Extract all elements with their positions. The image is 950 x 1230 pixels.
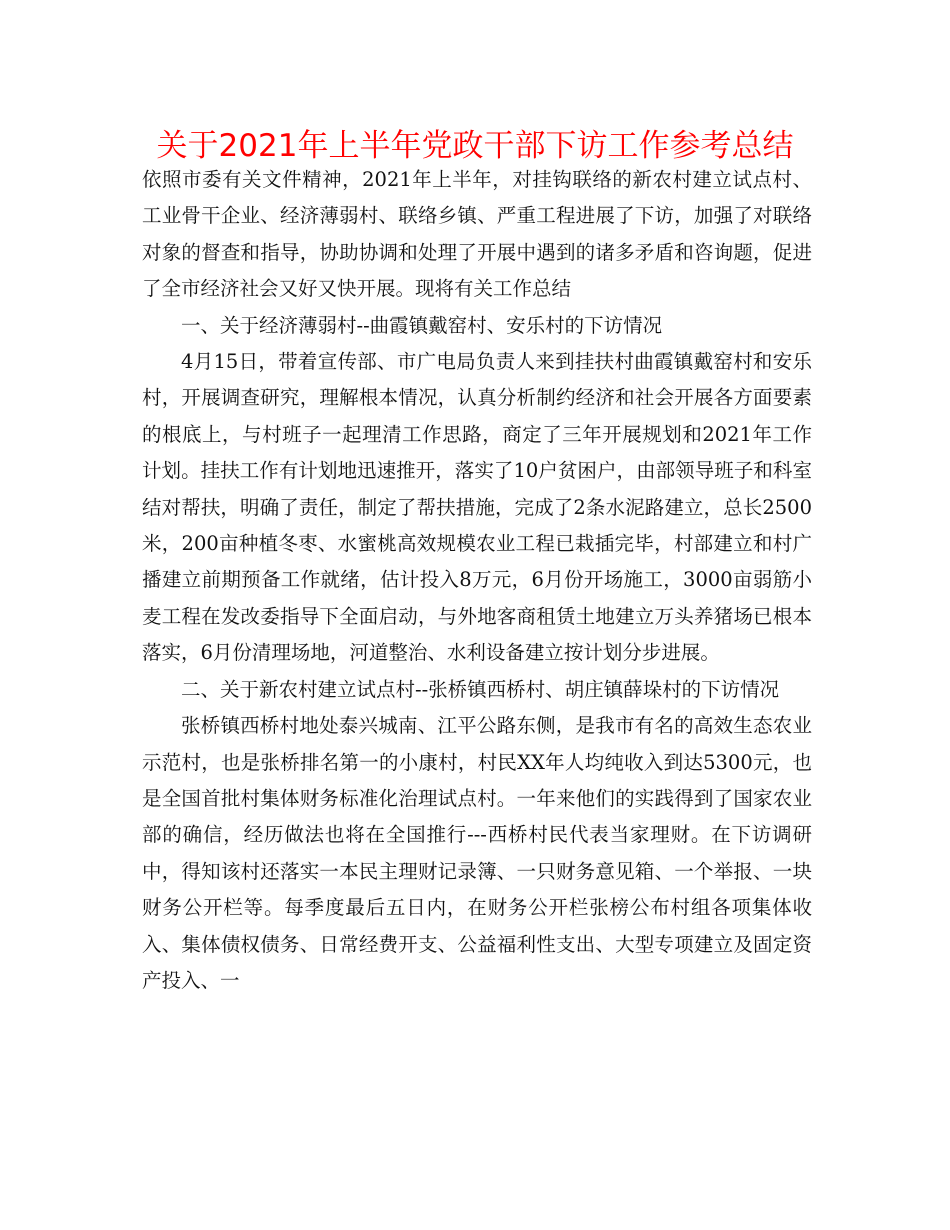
section-heading-1: 一、关于经济薄弱村--曲霞镇戴窑村、安乐村的下访情况: [181, 313, 663, 337]
document-body: [142, 162, 812, 999]
section-heading-2: 二、关于新农村建立试点村--张桥镇西桥村、胡庄镇薛垛村的下访情况: [181, 677, 780, 701]
document-title: 关于2021年上半年党政干部下访工作参考总结: [156, 128, 794, 164]
paragraph-section-2: 张桥镇西桥村地处泰兴城南、江平公路东侧，是我市有名的高效生态农业示范村，也是张桥排名第一的小康村，村民XX年人均纯收入到达5300元，也是全国首批村集体财务标准化治理试点村。一年来他们的实践得到了国家农业部的确信，经历做法也将在全国推行---西桥村民代表当家理财。在下访调研中，得知该村还落实一本民主理财记录簿、一只财务意见箱、一个举报、一块财务公开栏等。每季度最后五日内，在财务公开栏张榜公布村组各项集体收入、集体债权债务、日常经费开支、公益福利性支出、大型专项建立及固定资产投入、一: [142, 714, 812, 992]
paragraph-intro: 依照市委有关文件精神，2021年上半年，对挂钩联络的新农村建立试点村、工业骨干企业、经济薄弱村、联络乡镇、严重工程进展了下访，加强了对联络对象的督查和指导，协助协调和处理了开展中遇到的诸多矛盾和咨询题，促进了全市经济社会又好又快开展。现将有关工作总结: [142, 168, 812, 301]
paragraph-section-1: 4月15日，带着宣传部、市广电局负责人来到挂扶村曲霞镇戴窑村和安乐村，开展调查研究，理解根本情况，认真分析制约经济和社会开展各方面要素的根底上，与村班子一起理清工作思路，商定了三年开展规划和2021年工作计划。挂扶工作有计划地迅速推开，落实了10户贫困户，由部领导班子和科室结对帮扶，明确了责任，制定了帮扶措施，完成了2条水泥路建立，总长2500米，200亩种植冬枣、水蜜桃高效规模农业工程已栽插完毕，村部建立和村广播建立前期预备工作就绪，估计投入8万元，6月份开场施工，3000亩弱筋小麦工程在发改委指导下全面启动，与外地客商租赁土地建立万头养猪场已根本落实，6月份清理场地，河道整治、水利设备建立按计划分步进展。: [142, 350, 812, 665]
